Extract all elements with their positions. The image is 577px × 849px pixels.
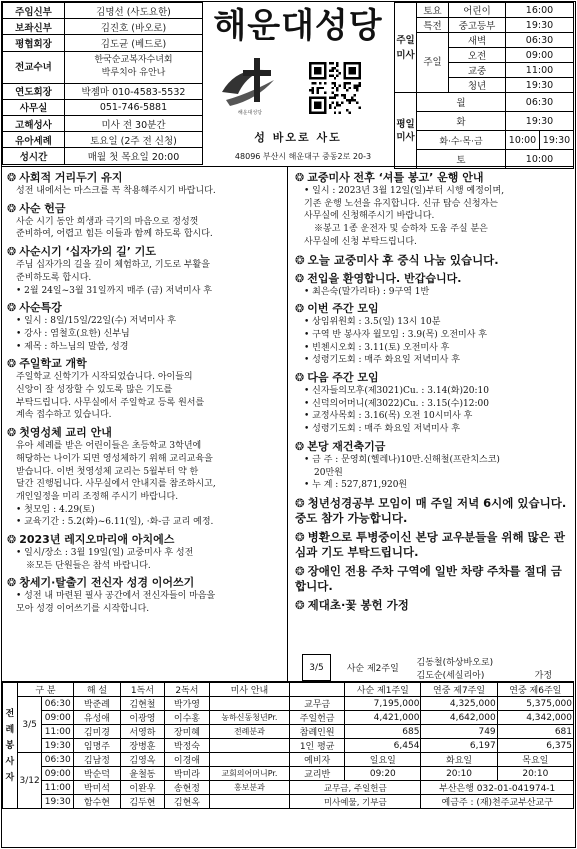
- announcement: [295, 302, 570, 367]
- announcement: [295, 371, 570, 436]
- announcement-body: 유아 세례를 받은 어린이들은 초등학교 3학년에 해당하는 나이가 되면 영성체하기 위해 교리교육을 받습니다. 이번 첫영성체 교리는 5월부터 약 한 달간 진행됩니다. 사무실에서 안내지를 참조하시고, 개인일정을 미리 조정해 주시기 바랍니다. • 첫모임 : 4.29(토) • 교육기간 : 5.2(화)~6.11(일), ·화-금 교리 예정.: [16, 441, 216, 528]
- bullet-icon: ❂: [7, 357, 17, 371]
- announcement: [295, 564, 570, 594]
- announcement: [7, 357, 282, 422]
- announcement-title: ❂ 사순특강: [7, 301, 62, 315]
- announcement-body: • 신자들의모후(제3021)Cu. : 3.14(화)20:10 • 신덕의어머니(제3022)Cu. : 3.15(수)12:00 • 교정사목회 : 3.16(목) 오전 10시미사 후 • 성령기도회 : 매주 화요일 저녁미사 후: [304, 386, 489, 435]
- ministry-side-label: 전례봉사자: [3, 683, 18, 809]
- announcement-body: • 최은숙(말가리타) : 9구역 1반: [304, 286, 430, 297]
- staff-value: 토요일 (2주 전 신청): [65, 132, 203, 148]
- table-row: 19:30 함수현 김두현 김현옥 미사예물, 기부금 예금주 : (재)천주교부산교구: [3, 795, 574, 809]
- staff-label: 사무실: [3, 99, 65, 115]
- church-logo: [216, 54, 284, 116]
- bullet-icon: ❂: [7, 301, 17, 315]
- table-header: 전례봉사자 구 분 해 설 1독서 2독서 미사 안내 사순 제1주일 연중 제7주일 연중 제6주일: [3, 683, 574, 697]
- table-row: 09:00 유성애 이광영 이수홍 농하신동청년Pr. 주일헌금 4,421,000 4,642,000 4,342,000: [3, 711, 574, 725]
- announcement-title: ❂ 전입을 환영합니다. 반갑습니다.: [295, 271, 462, 285]
- staff-row: [3, 51, 203, 83]
- staff-row: [3, 99, 203, 115]
- bullet-icon: ❂: [7, 245, 17, 259]
- bullet-icon: ❂: [295, 563, 305, 578]
- table-row: 11:00 김미경 서영하 장미혜 전례분과 참례인원 685 749 681: [3, 725, 574, 739]
- announcement-title: ❂ 오늘 교중미사 후 중식 나눔 있습니다.: [295, 252, 499, 267]
- announcement: [295, 253, 570, 268]
- ministry-finance: [2, 681, 574, 848]
- table-row: 11:00 박미석 이완우 송현정 홍보분과 교무금, 주일헌금 부산은행 032-01-041974-1: [3, 781, 574, 795]
- announcement: [295, 440, 570, 492]
- announcement-title: ❂ 청년성경공부 모임이 매 주일 저녁 6시에 있습니다. 중도 참가 가능합니다.: [295, 495, 567, 525]
- announcement: [295, 171, 570, 249]
- announcement-title: ❂ 사회적 거리두기 유지: [7, 171, 123, 184]
- table-row: 19:30 임명주 장병훈 박정숙 1인 평균 6,454 6,197 6,375: [3, 739, 574, 753]
- staff-value: 박젬마 010-4583-5532: [65, 83, 203, 99]
- announcement-body: • 상임위원회 : 3.5(일) 13시 10분 • 구역 반 봉사자 월모임 : 3.9(목) 오전미사 후 • 빈첸시오회 : 3.11(토) 오전미사 후 • 성령기도회 : 매주 화요일 저녁미사 후: [304, 317, 487, 366]
- bullet-icon: ❂: [295, 529, 305, 544]
- staff-row: [3, 19, 203, 35]
- announcement-title: ❂ 첫영성체 교리 안내: [7, 426, 112, 440]
- bullet-icon: ❂: [295, 302, 305, 316]
- announcement-body: 주님 십자가의 길을 깊이 체험하고, 기도로 부활을 준비하도록 합시다. • 2월 24일~3월 31일까지 매주 (금) 저녁미사 후: [16, 260, 212, 296]
- staff-label: 주임신부: [3, 3, 65, 19]
- svg-text:해운대성당: 해운대성당: [237, 110, 263, 116]
- church-patron: 성 바오로 사도: [254, 131, 342, 144]
- bullet-icon: ❂: [7, 171, 17, 184]
- staff-value: 김진호 (바오로): [65, 19, 203, 35]
- staff-table: [2, 2, 203, 165]
- bullet-icon: ❂: [7, 201, 17, 215]
- announcement-body: 사순 시기 동안 희생과 극기의 마음으로 정성껏 준비하여, 어렵고 힘든 이들과 함께 하도록 합시다.: [16, 216, 213, 240]
- announcement-title: ❂ 2023년 레지오마리애 아치에스: [7, 533, 175, 547]
- announcement: [7, 426, 282, 529]
- staff-label: 성시간: [3, 148, 65, 164]
- altar-offering-table: 3/5 사순 제2주일 김동철(하상바오로) 가정 김도순(세실리아): [302, 654, 564, 681]
- church-name: 해운대성당: [213, 6, 383, 46]
- announcements-right: [290, 167, 574, 681]
- qr-code: [309, 62, 361, 114]
- bullet-icon: ❂: [295, 171, 305, 184]
- announcement-title: ❂ 주일학교 개학: [7, 357, 87, 371]
- staff-value: 051-746-5881: [65, 99, 203, 115]
- announcement-title: ❂ 사순 헌금: [7, 201, 66, 215]
- sunday-mass-label: 주일미사: [395, 3, 417, 93]
- staff-label: 보좌신부: [3, 19, 65, 35]
- bullet-icon: ❂: [295, 597, 305, 612]
- announcement-title: ❂ 이번 주간 모임: [295, 302, 379, 316]
- announcement-body: • 성전 내 마련된 필사 공간에서 전신자들이 마음을 모아 성경 이어쓰기를 시작합니다.: [16, 591, 216, 615]
- announcement-body: • 일시/장소 : 3월 19일(일) 교중미사 후 성전 ※모든 단원들은 참석 바랍니다.: [16, 548, 194, 571]
- announcement: [295, 272, 570, 299]
- staff-row: [3, 83, 203, 99]
- announcements-left: [2, 167, 288, 681]
- bullet-icon: ❂: [7, 426, 17, 440]
- table-row: 09:00 박순덕 윤철동 박미라 교회의어머니Pr. 교리반 09:20 20:10 20:10: [3, 767, 574, 781]
- announcement: [295, 496, 570, 526]
- weekday-mass-label: 평일미사: [395, 93, 417, 169]
- announcement: [7, 533, 282, 572]
- announcement-title: ❂ 병환으로 투병중이신 본당 교우분들을 위해 많은 관심과 기도 부탁드립니다.: [295, 529, 565, 559]
- announcement-title: ❂ 다음 주간 모임: [295, 371, 379, 385]
- church-info: [203, 2, 393, 166]
- announcement-title: ❂ 제대초·꽃 봉헌 가정: [295, 597, 409, 612]
- announcement: [295, 598, 570, 613]
- staff-label: 평협회장: [3, 35, 65, 51]
- announcement-title: ❂ 창세기·탈출기 전신자 성경 이어쓰기: [7, 576, 195, 590]
- announcement: [7, 202, 282, 241]
- announcement-body: • 일시 : 2023년 3월 12일(일)부터 시행 예정이며, 기존 운행 노선을 유지합니다. 신규 탑승 신청자는 사무실에 신청해주시기 바랍니다. ※봉고 1종 운전자 및 승하차 도움 주실 분은 사무실에 신청 부탁드립니다.: [304, 186, 505, 247]
- staff-row: [3, 35, 203, 51]
- staff-label: 고해성사: [3, 115, 65, 131]
- announcement: [7, 171, 282, 198]
- table-row: 3/12 06:30 김남정 김영옥 이경애 예비자 일요일 화요일 목요일: [3, 753, 574, 767]
- mass-schedule: 주일미사 토요 어린이 16:00 특전 중고등부 19:30 주일 새벽 06:30 오전 09:00 교중 11:00 청년 19:30 평일미사 월 06:30 화 19:30 화·수·목·금 10:00 19:30 토 10:00: [394, 2, 574, 169]
- staff-label: 유아세례: [3, 132, 65, 148]
- staff-value: 김명선 (사도요한): [65, 3, 203, 19]
- staff-row: [3, 132, 203, 148]
- bullet-icon: ❂: [295, 439, 305, 453]
- announcement-body: • 금 주 : 문영희(헬레나)10만.신해철(프란치스코) 20만원 • 누 계 : 527,871,920원: [304, 454, 500, 491]
- bullet-icon: ❂: [295, 371, 305, 385]
- staff-row: [3, 148, 203, 164]
- announcement-title: ❂ 교중미사 전후 ‘셔틀 봉고’ 운행 안내: [295, 171, 484, 184]
- announcement-body: • 일시 : 8일/15일/22일(수) 저녁미사 후 • 강사 : 염철호(요한) 신부님 • 제목 : 하느님의 말씀, 성경: [16, 316, 176, 352]
- announcement-title: ❂ 사순시기 ‘십자가의 길’ 기도: [7, 245, 156, 259]
- announcement: [7, 245, 282, 297]
- announcement-title: ❂ 본당 재건축기금: [295, 439, 386, 453]
- announcement-title: ❂ 장애인 전용 주차 구역에 일반 차량 주차를 절대 금합니다.: [295, 563, 562, 593]
- staff-value: 미사 전 30분간: [65, 115, 203, 131]
- bulletin-page: [1, 1, 576, 848]
- bullet-icon: ❂: [295, 495, 305, 510]
- staff-label: 전교수녀: [3, 51, 65, 83]
- church-address: 48096 부산시 해운대구 중동2로 20-3: [234, 152, 372, 161]
- bullet-icon: ❂: [7, 576, 17, 590]
- staff-value: 한국순교복자수녀회 박루치아 유안나: [65, 51, 203, 83]
- announcement-body: 주일학교 신학기가 시작되었습니다. 아이들의 신앙이 잘 성장할 수 있도록 많은 기도를 부탁드립니다. 사무실에서 주일학교 등록 원서를 계속 접수하고 있습니다.: [16, 372, 205, 421]
- header: [2, 2, 574, 166]
- bullet-icon: ❂: [295, 252, 305, 267]
- staff-label: 연도회장: [3, 83, 65, 99]
- announcement: [7, 576, 282, 615]
- announcement: [295, 530, 570, 560]
- staff-value: 김도균 (베드로): [65, 35, 203, 51]
- announcements: [2, 166, 574, 680]
- staff-row: [3, 115, 203, 131]
- staff-value: 매월 첫 목요일 20:00: [65, 148, 203, 164]
- announcement: [7, 301, 282, 353]
- ministry-table: [2, 682, 574, 809]
- bullet-icon: ❂: [7, 533, 17, 547]
- table-row: 3/5 06:30 박준례 김현철 박가영 교무금 7,195,000 4,325,000 5,375,000: [3, 697, 574, 711]
- announcement-body: 성전 내에서는 마스크를 꼭 착용해주시기 바랍니다.: [16, 186, 216, 196]
- staff-row: [3, 3, 203, 19]
- bullet-icon: ❂: [295, 271, 305, 285]
